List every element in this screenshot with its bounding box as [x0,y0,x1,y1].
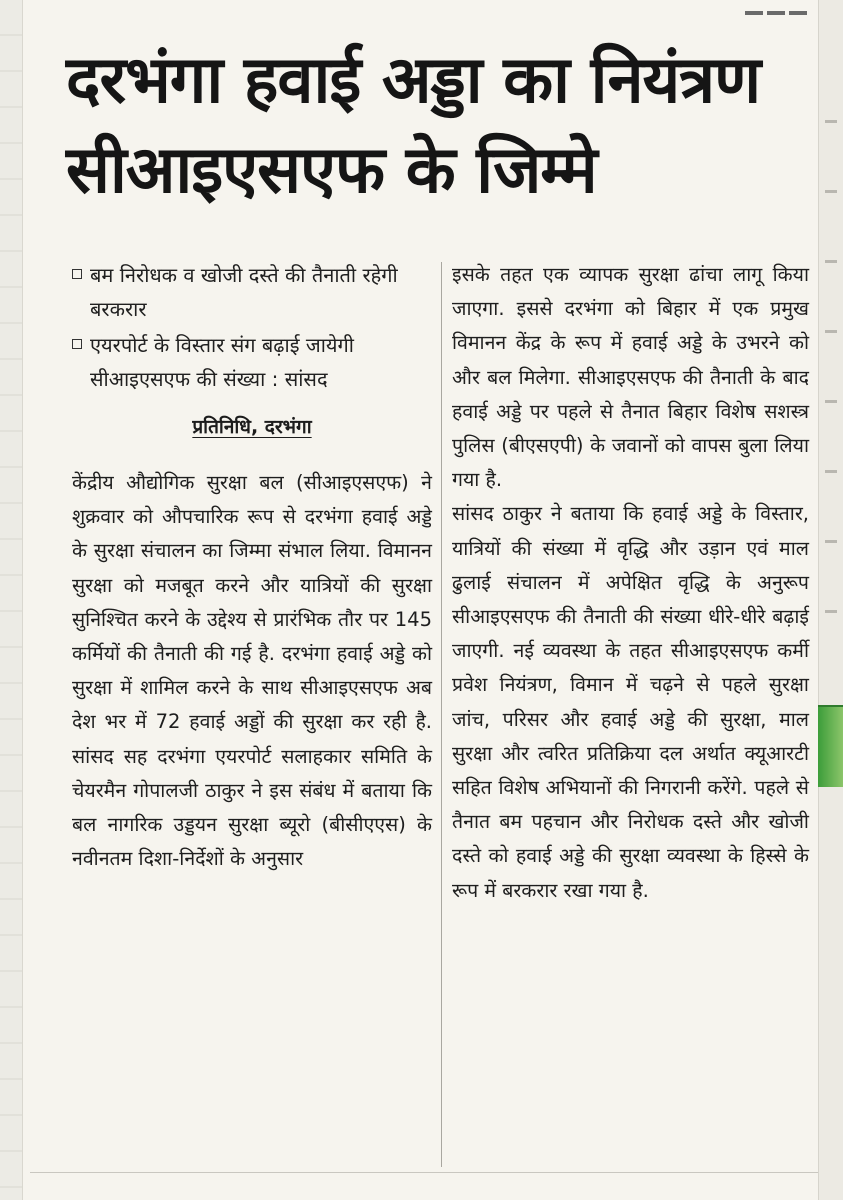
checkbox-square-icon [72,269,82,279]
article-column-right [452,258,809,908]
adjacent-page-margin-right [818,0,843,1200]
highlight-text: एयरपोर्ट के विस्तार संग बढ़ाई जायेगी सीआइएसएफ की संख्या : सांसद [90,333,354,391]
adjacent-text-fragment [825,540,837,543]
adjacent-text-fragment [825,400,837,403]
headline-line-2: सीआइएसएफ के जिम्मे [66,133,597,208]
highlight-bullet [72,258,432,326]
adjacent-text-fragment [825,260,837,263]
adjacent-page-margin-left [0,0,23,1200]
article-column-left [72,258,432,876]
article-body-right [452,258,809,908]
body-paragraph: इसके तहत एक व्यापक सुरक्षा ढांचा लागू किया जाएगा. इससे दरभंगा को बिहार में एक प्रमुख विमानन केंद्र के रूप में हवाई अड्डे के उभरने को और बल मिलेगा. सीआइएसएफ की तैनाती के बाद हवाई अड्डे पर पहले से तैनात बिहार विशेष सशस्त्र पुलिस (बीएसएपी) के जवानों को वापस बुला लिया गया है. [452,263,809,492]
adjacent-text-fragment [825,190,837,193]
article-body-left [72,466,432,876]
adjacent-text-fragment [825,120,837,123]
body-paragraph: केंद्रीय औद्योगिक सुरक्षा बल (सीआइएसएफ) ने शुक्रवार को औपचारिक रूप से दरभंगा हवाई अड्डे के सुरक्षा संचालन का जिम्मा संभाल लिया. विमानन सुरक्षा को मजबूत करने और यात्रियों की सुरक्षा सुनिश्चित करने के उद्देश्य से प्रारंभिक तौर पर 145 कर्मियों की तैनाती की गई है. दरभंगा हवाई अड्डे को सुरक्षा में शामिल करने के साथ सीआइएसएफ अब देश भर में 72 हवाई अड्डों की सुरक्षा कर रही है. सांसद सह दरभंगा एयरपोर्ट सलाहकार समिति के चेयरमैन गोपालजी ठाकुर ने इस संबंध में बताया कि बल नागरिक उड्डयन सुरक्षा ब्यूरो (बीसीएएस) के नवीनतम दिशा-निर्देशों के अनुसार [72,471,432,871]
highlight-text: बम निरोधक व खोजी दस्ते की तैनाती रहेगी बरकरार [90,263,398,321]
headline-line-1: दरभंगा हवाई अड्डा का नियंत्रण [66,43,761,118]
adjacent-text-fragment [825,330,837,333]
adjacent-text-fragment-top [745,0,815,6]
adjacent-advertisement-fragment [818,705,843,787]
highlight-bullet [72,328,432,396]
checkbox-square-icon [72,339,82,349]
body-paragraph: सांसद ठाकुर ने बताया कि हवाई अड्डे के विस्तार, यात्रियों की संख्या में वृद्धि और उड़ान एवं माल ढुलाई संचालन में अपेक्षित वृद्धि के अनुरूप सीआइएसएफ की तैनाती की संख्या धीरे-धीरे बढ़ाई जाएगी. नई व्यवस्था के तहत सीआइएसएफ कर्मी प्रवेश नियंत्रण, विमान में चढ़ने से पहले सुरक्षा जांच, परिसर और हवाई अड्डे की सुरक्षा, माल सुरक्षा और त्वरित प्रतिक्रिया दल अर्थात क्यूआरटी सहित विशेष अभियानों की निगरानी करेंगे. पहले से तैनात बम पहचान और निरोधक दस्ते और खोजी दस्ते को हवाई अड्डे की सुरक्षा व्यवस्था के हिस्से के रूप में बरकरार रखा गया है. [452,502,809,902]
adjacent-text-fragment [825,470,837,473]
page-bottom-rule [30,1172,818,1173]
article-byline [72,410,432,444]
adjacent-text-fragment [825,610,837,613]
column-divider [441,262,442,1167]
byline-text: प्रतिनिधि, दरभंगा [192,416,312,438]
article-headline [66,36,811,216]
